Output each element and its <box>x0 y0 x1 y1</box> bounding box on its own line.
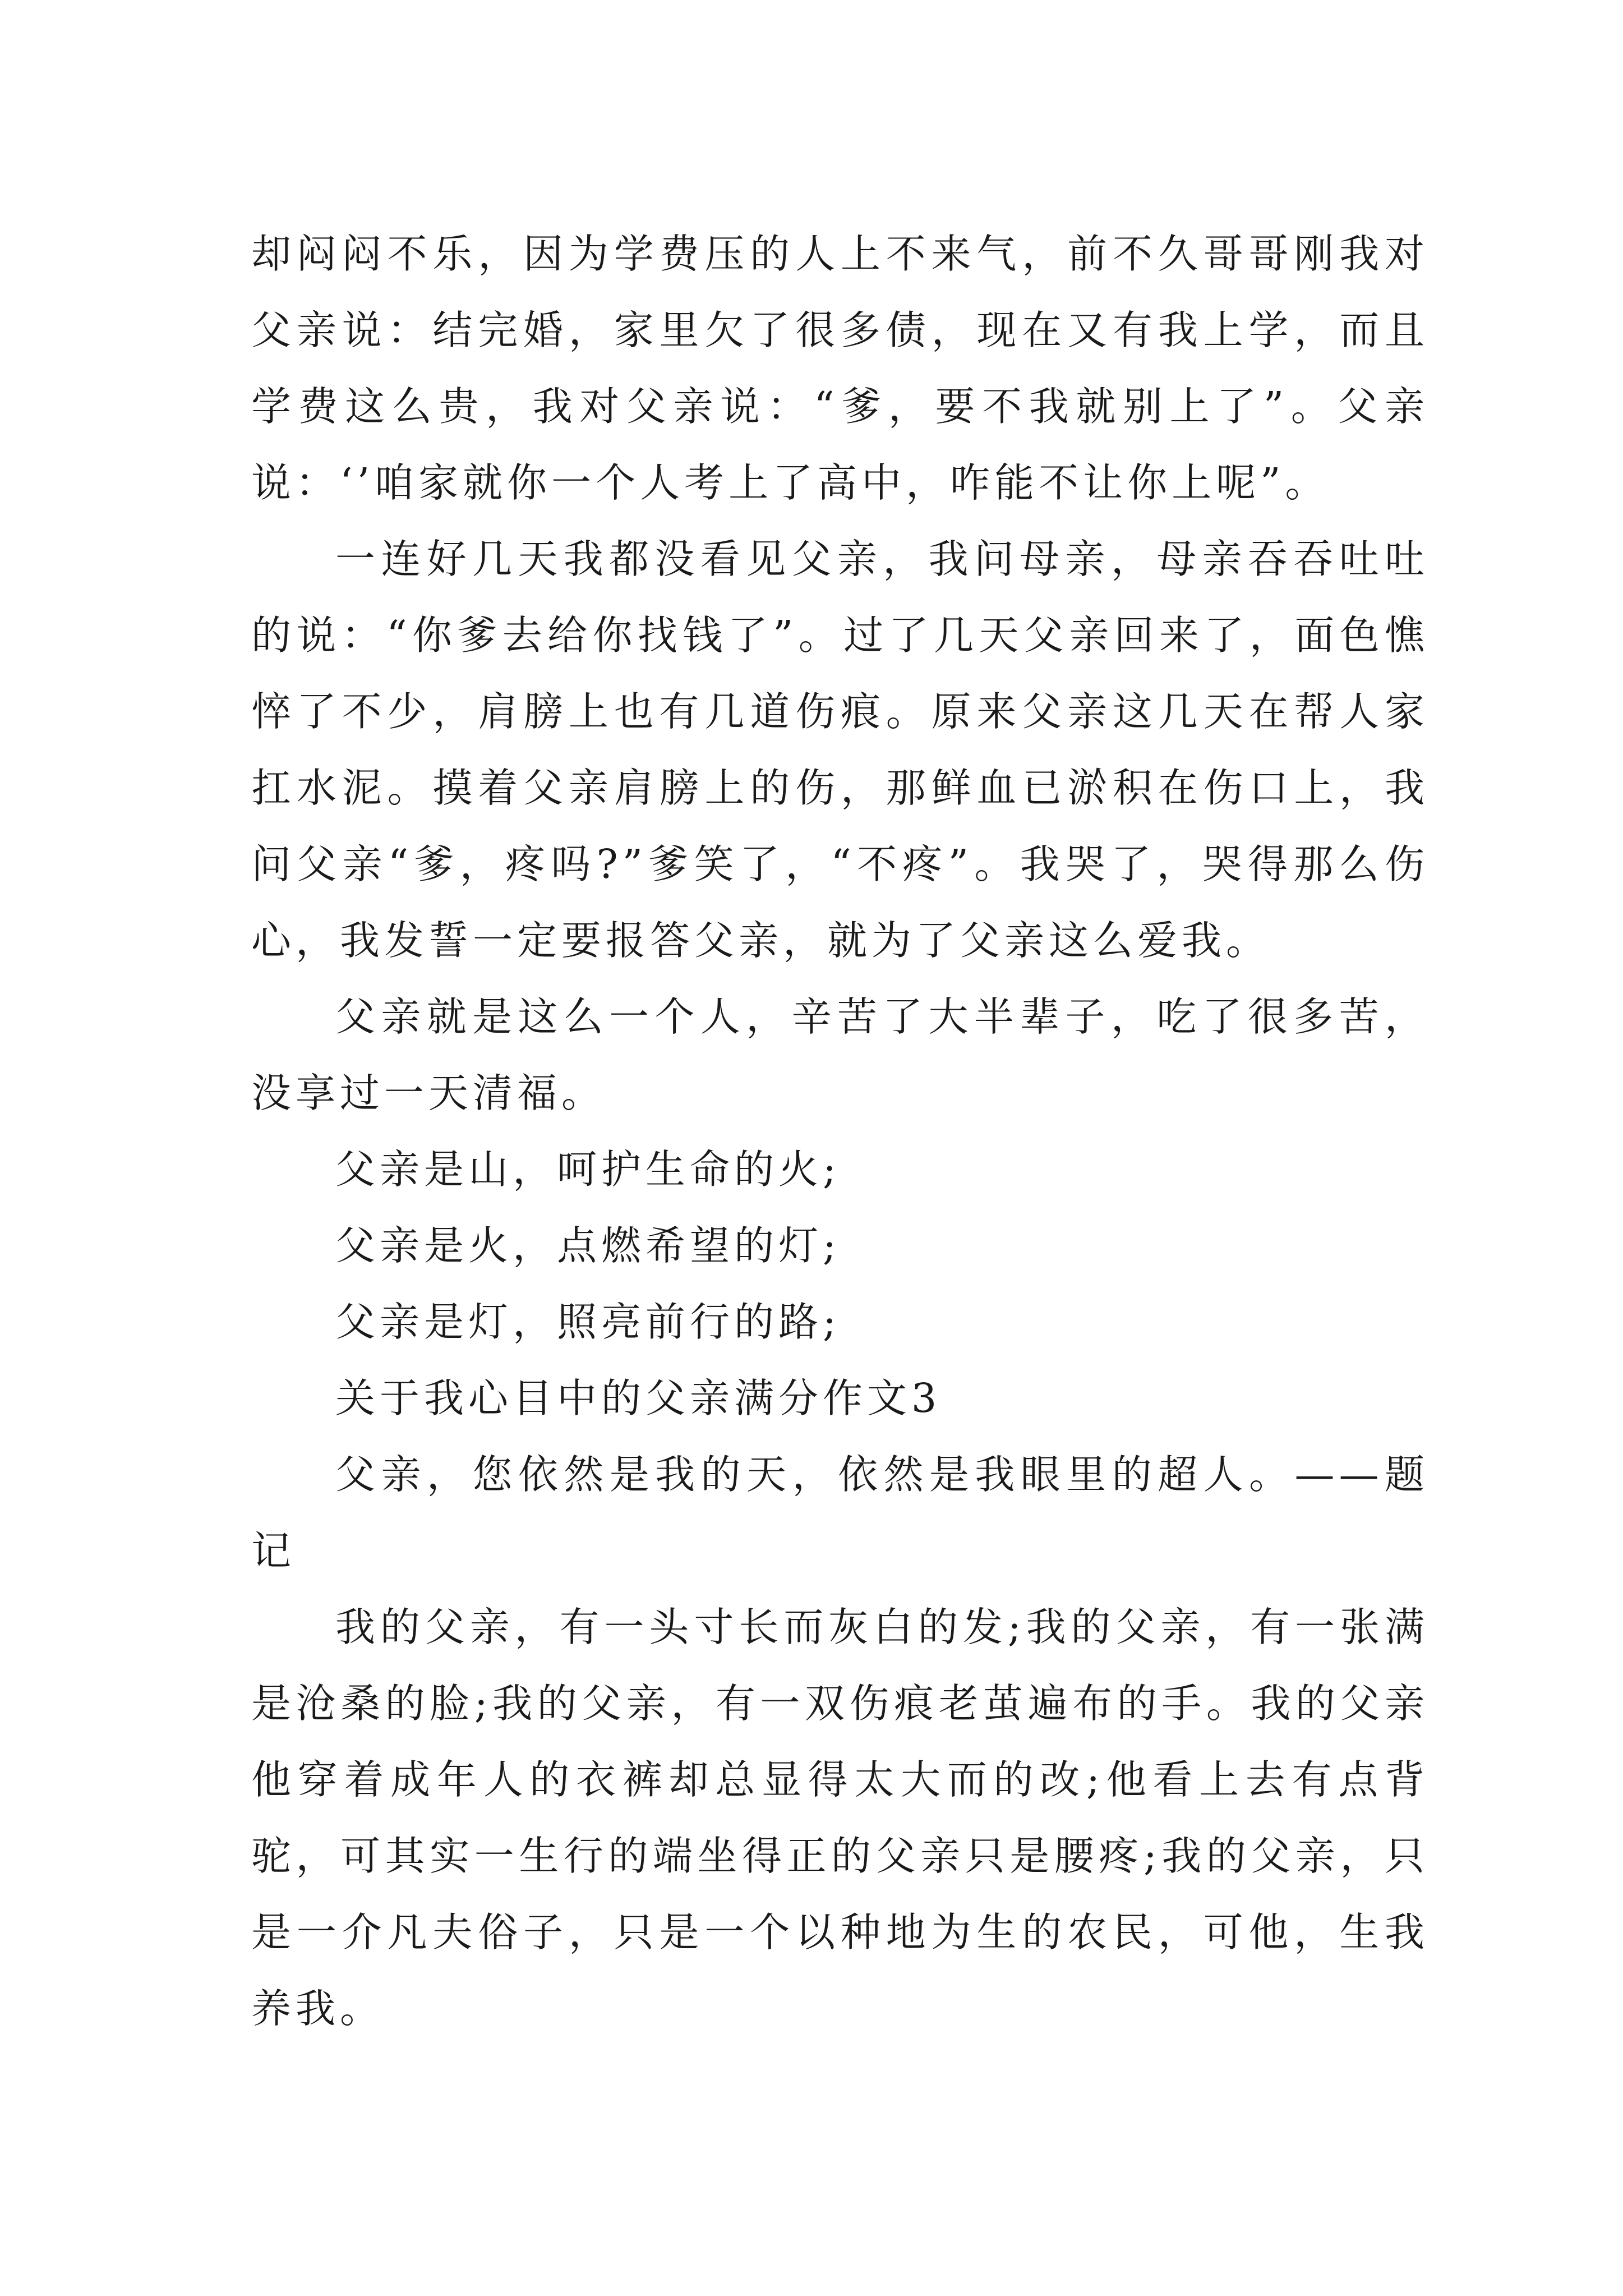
paragraph: 一连好几天我都没看见父亲，我问母亲，母亲吞吞吐吐的说：“你爹去给你找钱了”。过了几天父亲回来了，面色憔悴了不少，肩膀上也有几道伤痕。原来父亲这几天在帮人家扛水泥。摸着父亲肩膀上的伤，那鲜血已淤积在伤口上，我问父亲“爹，疼吗?”爹笑了，“不疼”。我哭了，哭得那么伤心，我发誓一定要报答父亲，就为了父亲这么爱我。 <box>251 536 1429 964</box>
paragraph: 父亲是山，呵护生命的火; <box>335 1146 841 1193</box>
body-text <box>251 216 1429 2047</box>
paragraph: 父亲就是这么一个人，辛苦了大半辈子，吃了很多苦，没享过一天清福。 <box>251 993 1429 1116</box>
paragraph: 我的父亲，有一头寸长而灰白的发;我的父亲，有一张满是沧桑的脸;我的父亲，有一双伤痕老茧遍布的手。我的父亲他穿着成年人的衣裤却总显得太大而的改;他看上去有点背驼，可其实一生行的端坐得正的父亲只是腰疼;我的父亲，只是一介凡夫俗子，只是一个以种地为生的农民，可他，生我养我。 <box>251 1604 1429 2032</box>
paragraph: 父亲是火，点燃希望的灯; <box>335 1222 841 1269</box>
section-heading: 关于我心目中的父亲满分作文3 <box>335 1375 942 1421</box>
epigraph: 父亲，您依然是我的天，依然是我眼里的超人。——题记 <box>251 1451 1429 1574</box>
paragraph: 却闷闷不乐，因为学费压的人上不来气，前不久哥哥刚我对父亲说：结完婚，家里欠了很多债，现在又有我上学，而且学费这么贵，我对父亲说：“爹，要不我就别上了”。父亲说：‘’咱家就你一个人考上了高中，咋能不让你上呢”。 <box>251 231 1429 506</box>
paragraph: 父亲是灯，照亮前行的路; <box>335 1299 841 1345</box>
